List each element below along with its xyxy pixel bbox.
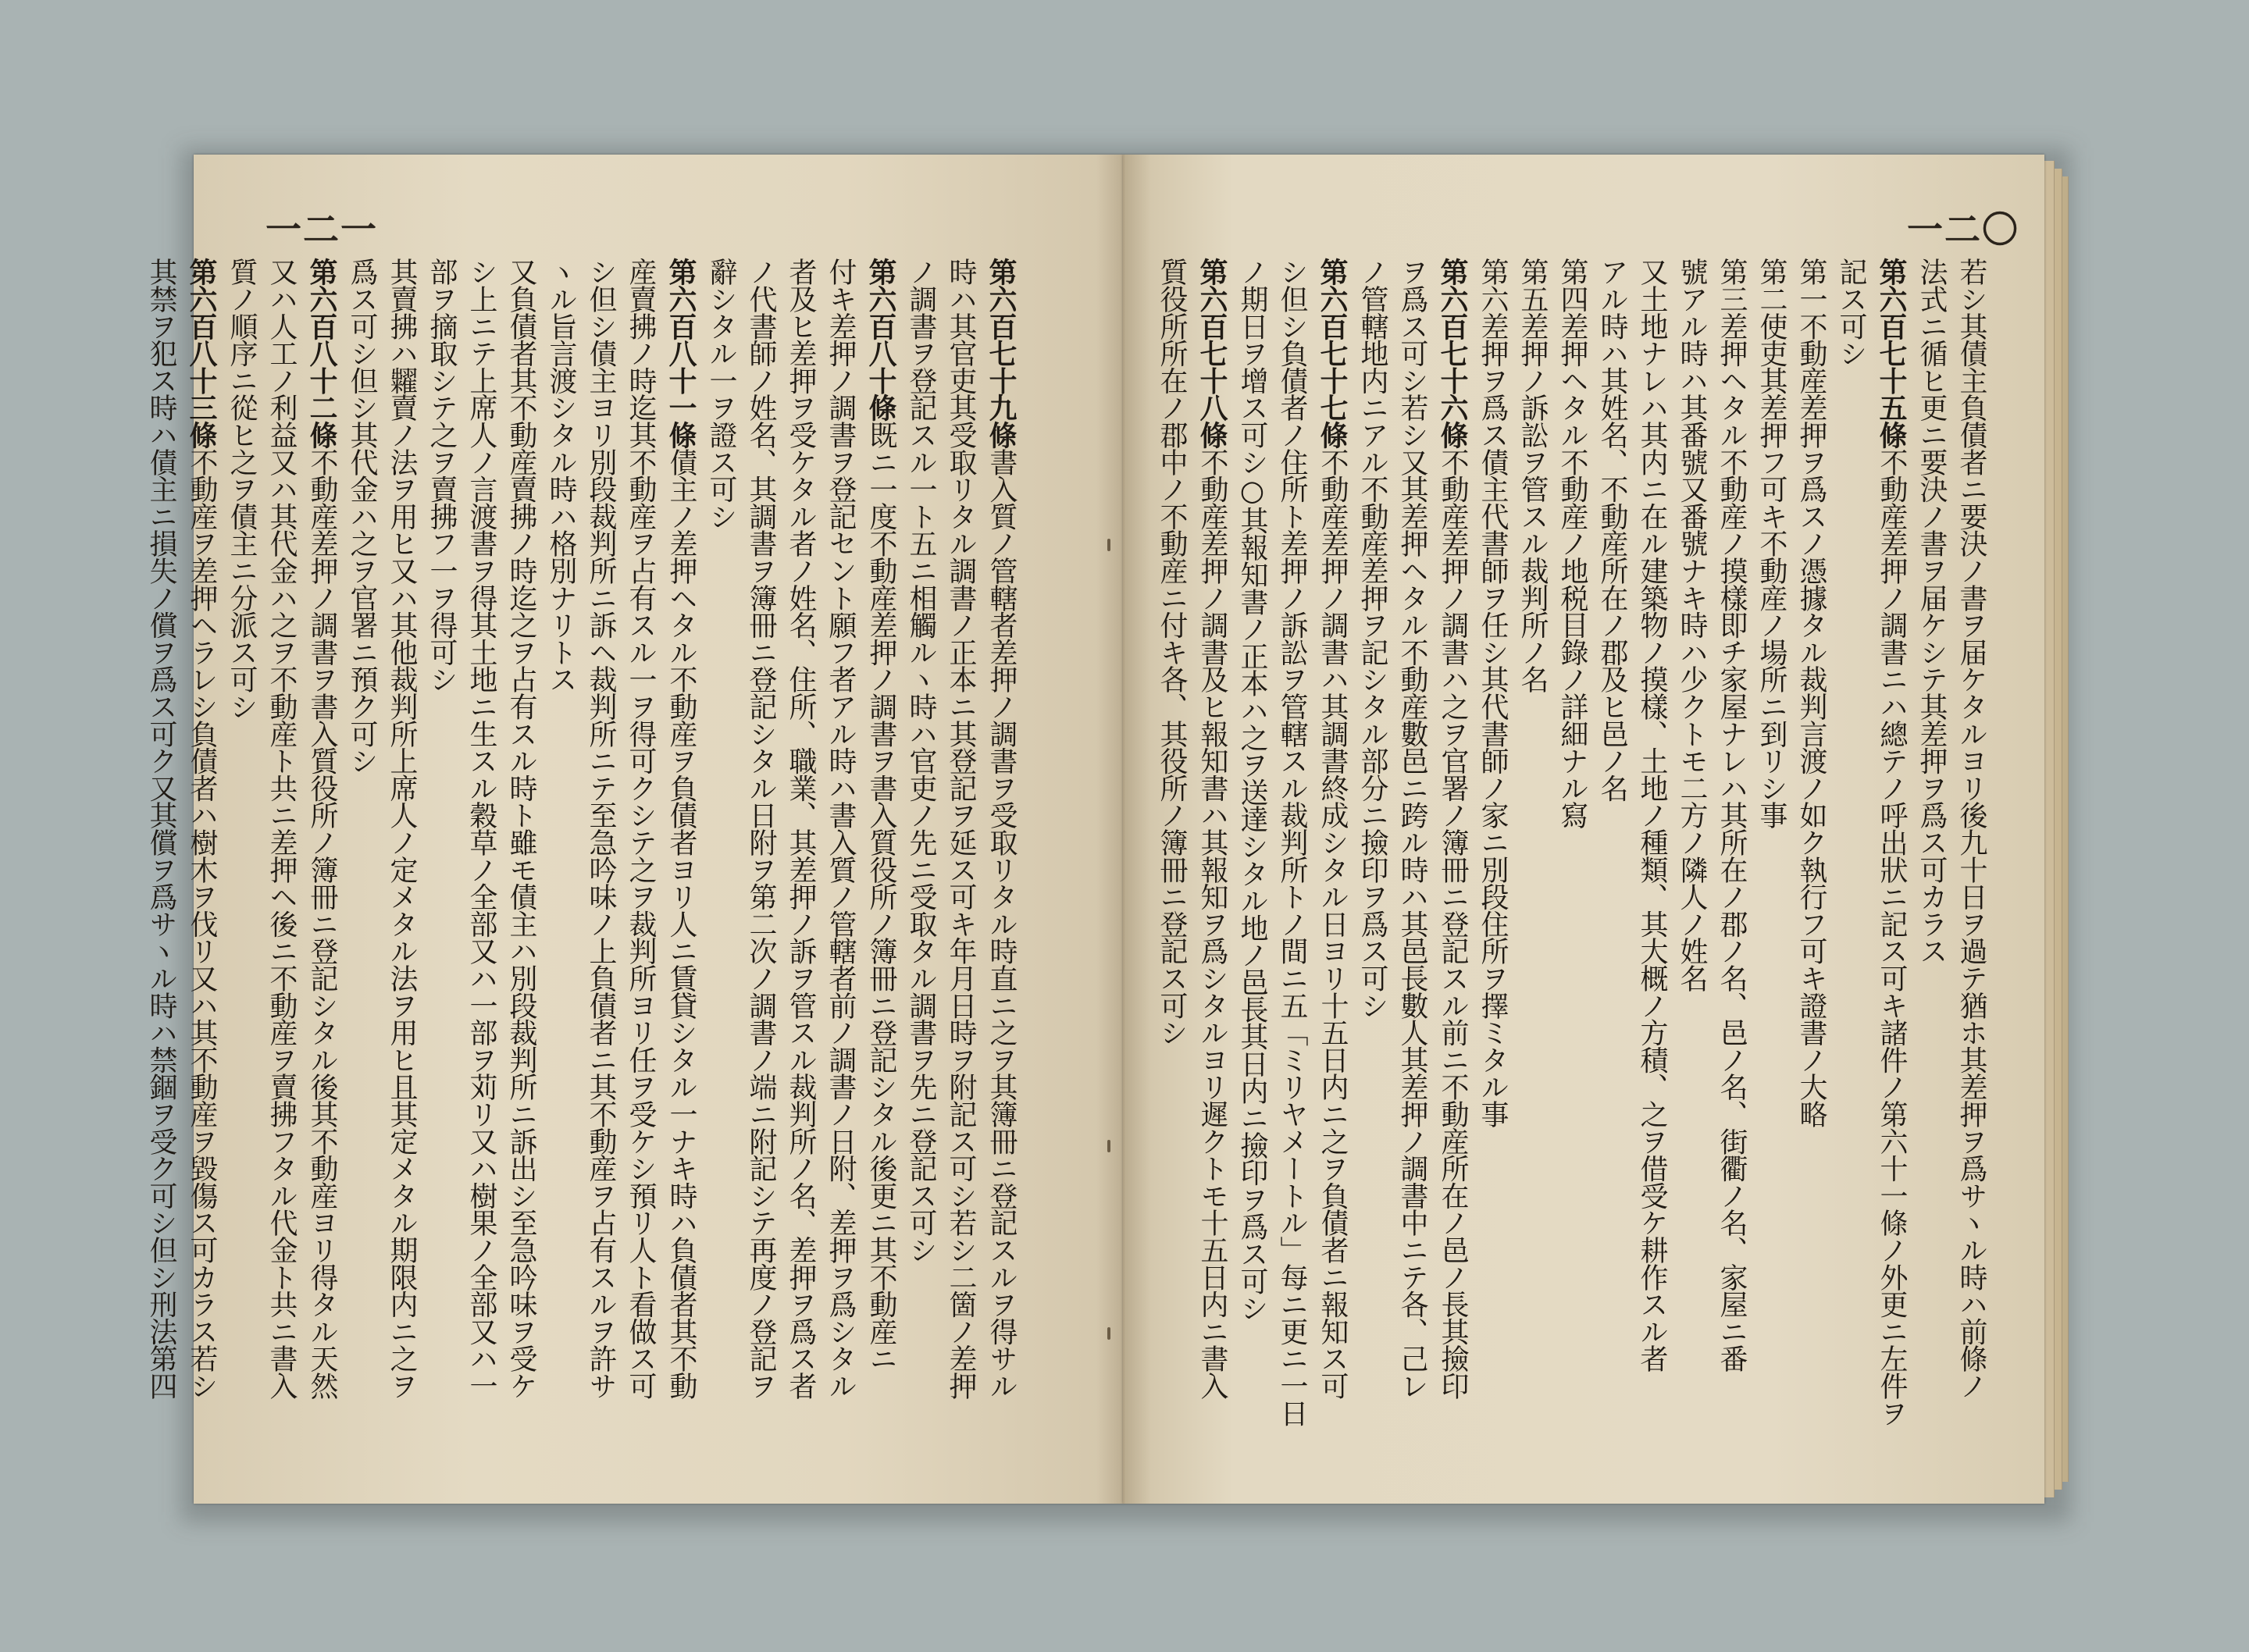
text-column: 付キ差押ノ調書ヲ登記セント願フ者アル時ハ書入質ノ管轄者前ノ調書ノ日附、差押ヲ爲シタル <box>825 258 857 1399</box>
article-heading: 第六百八十二條 <box>305 258 338 448</box>
text-column: 又土地ナレハ其内ニ在ル建築物ノ摸樣、土地ノ種類、其大概ノ方積、之ヲ借受ケ耕作スル者 <box>1636 258 1668 1372</box>
right-page-number: 一二〇 <box>1907 208 2019 251</box>
text-column: 第六百八十條既ニ一度不動産差押ノ調書ヲ書入質役所ノ簿冊ニ登記シタル後更ニ其不動産ニ <box>864 258 897 1372</box>
article-heading: 第六百八十一條 <box>665 258 697 448</box>
binding-stitch <box>1107 539 1110 551</box>
text-column: 第六百八十三條不動産ヲ差押ヘラレシ負債者ハ樹木ヲ伐リ又ハ其不動産ヲ毀傷ス可カラス若シ <box>185 258 218 1399</box>
text-column: ノ調書ヲ登記スル一ト五ニ相觸ルヽ時ハ官吏ノ先ニ受取タル調書ヲ先ニ登記ス可シ <box>905 258 937 1263</box>
left-page-number: 一二一 <box>266 208 378 251</box>
text-column: シ上ニテ上席人ノ言渡書ヲ得其土地ニ生スル穀草ノ全部又ハ一部ヲ苅リ又ハ樹果ノ全部又ハ一 <box>465 258 497 1399</box>
article-heading: 第六百七十八條 <box>1196 258 1228 448</box>
text-column: ノ代書師ノ姓名、其調書ヲ簿冊ニ登記シタル日附ヲ第二次ノ調書ノ端ニ附記シテ再度ノ登記ヲ <box>745 258 777 1399</box>
article-heading: 第六百七十六條 <box>1436 258 1469 448</box>
text-column: 第四差押ヘタル不動産ノ地税目錄ノ詳細ナル寫 <box>1556 258 1588 828</box>
text-column: 號アル時ハ其番號又番號ナキ時ハ少クトモ二方ノ隣人ノ姓名 <box>1676 258 1708 992</box>
text-column: ヲ爲ス可シ若シ又其差押ヘタル不動産數邑ニ跨ル時ハ其邑長數人其差押ノ調書中ニテ各、己レ <box>1396 258 1428 1399</box>
text-column: 第三差押ヘタル不動産ノ摸樣即チ家屋ナレハ其所在ノ郡ノ名、邑ノ名、街衢ノ名、家屋ニ番 <box>1716 258 1748 1372</box>
text-column: 第二使吏其差押フ可キ不動産ノ場所ニ到リシ事 <box>1755 258 1787 828</box>
text-column: 第六百七十七條不動産差押ノ調書ハ其調書終成シタル日ヨリ十五日内ニ之ヲ負債者ニ報知ス可 <box>1316 258 1349 1399</box>
text-column: アル時ハ其姓名、不動産所在ノ郡及ヒ邑ノ名 <box>1596 258 1628 801</box>
text-column: 記ス可シ <box>1835 258 1867 367</box>
page-edges <box>2054 169 2062 1490</box>
text-column: 若シ其債主負債者ニ要決ノ書ヲ届ケタルヨリ後九十日ヲ過テ猶ホ其差押ヲ爲サヽル時ハ前條ノ <box>1955 258 1987 1399</box>
text-column: ノ期日ヲ增ス可シ○其報知書ノ正本ハ之ヲ送達シタル地ノ邑長其日内ニ撿印ヲ爲ス可シ <box>1236 258 1268 1322</box>
text-column: 第六百七十八條不動産差押ノ調書及ヒ報知書ハ其報知ヲ爲シタルヨリ遲クトモ十五日内ニ書入 <box>1196 258 1228 1399</box>
article-heading: 第六百七十五條 <box>1875 258 1908 448</box>
text-column: 質役所所在ノ郡中ノ不動産ニ付キ各、其役所ノ簿冊ニ登記ス可シ <box>1156 258 1188 1046</box>
text-column: 時ハ其官吏其受取リタル調書ノ正本ニ其登記ヲ延ス可キ年月日時ヲ附記ス可シ若シ二箇ノ差押 <box>945 258 977 1399</box>
article-heading: 第六百七十九條 <box>985 258 1018 448</box>
text-column: ノ管轄地内ニアル不動産差押ヲ記シタル部分ニ撿印ヲ爲ス可シ <box>1356 258 1388 1019</box>
article-heading: 第六百七十七條 <box>1316 258 1349 448</box>
article-heading: 第六百八十三條 <box>185 258 218 448</box>
text-column: 其禁ヲ犯ス時ハ債主ニ損失ノ償ヲ爲ス可ク又其償ヲ爲サヽル時ハ禁錮ヲ受ク可シ但シ刑法第四 <box>145 258 177 1399</box>
text-column: 第一不動産差押ヲ爲スノ憑據タル裁判言渡ノ如ク執行フ可キ證書ノ大略 <box>1795 258 1827 1127</box>
text-column: 辭シタル一ヲ證ス可シ <box>705 258 737 529</box>
text-column: 第六差押ヲ爲ス債主代書師ヲ任シ其代書師ノ家ニ別段住所ヲ擇ミタル事 <box>1477 258 1509 1127</box>
text-column: 法式ニ循ヒ更ニ要決ノ書ヲ届ケシテ其差押ヲ爲ス可カラス <box>1916 258 1948 964</box>
text-column: 又ハ人工ノ利益又ハ其代金ハ之ヲ不動産ト共ニ差押ヘ後ニ不動産ヲ賣拂フタル代金ト共ニ書入 <box>266 258 298 1399</box>
page-edges <box>2062 176 2069 1482</box>
article-heading: 第六百八十條 <box>864 258 897 421</box>
text-column: 部ヲ摘取シテ之ヲ賣拂フ一ヲ得可シ <box>426 258 458 692</box>
binding-stitch <box>1107 1327 1110 1340</box>
text-column: 第六百七十六條不動産差押ノ調書ハ之ヲ官署ノ簿冊ニ登記スル前ニ不動産所在ノ邑ノ長其撿印 <box>1436 258 1469 1399</box>
text-column: 第六百七十九條書入質ノ管轄者差押ノ調書ヲ受取リタル時直ニ之ヲ其簿冊ニ登記スルヲ得サル <box>985 258 1018 1399</box>
text-column: 第六百八十二條不動産差押ノ調書ヲ書入質役所ノ簿冊ニ登記シタル後其不動産ヨリ得タル天然 <box>305 258 338 1399</box>
text-column: 第六百八十一條債主ノ差押ヘタル不動産ヲ負債者ヨリ人ニ賃貸シタル一ナキ時ハ負債者其不動 <box>665 258 697 1399</box>
text-column: 者及ヒ差押ヲ受ケタル者ノ姓名、住所、職業、其差押ノ訴ヲ管スル裁判所ノ名、差押ヲ爲ス者 <box>785 258 817 1399</box>
text-column: 産賣拂ノ時迄其不動産ヲ占有スル一ヲ得可クシテ之ヲ裁判所ヨリ任ヲ受ケシ預リ人ト看做ス可 <box>625 258 657 1399</box>
text-column: 其賣拂ハ糶賣ノ法ヲ用ヒ又ハ其他裁判所上席人ノ定メタル法ヲ用ヒ且其定メタル期限内ニ之ヲ <box>386 258 418 1399</box>
text-column: ヽル旨言渡シタル時ハ格別ナリトス <box>545 258 577 692</box>
text-column: 質ノ順序ニ從ヒ之ヲ債主ニ分派ス可シ <box>226 258 258 720</box>
binding-stitch <box>1107 1140 1110 1152</box>
book-gutter <box>1096 155 1151 1504</box>
right-page-text <box>1156 258 1991 1426</box>
text-column: 爲ス可シ但シ其代金ハ之ヲ官署ニ預ク可シ <box>346 258 378 774</box>
text-column: シ但シ債主ヨリ別段裁判所ニ訴ヘ裁判所ニテ至急吟味ノ上負債者ニ其不動産ヲ占有スルヲ許サ <box>585 258 617 1399</box>
text-column: 第五差押ノ訴訟ヲ管スル裁判所ノ名 <box>1517 258 1549 692</box>
text-column: 又負債者其不動産賣拂ノ時迄之ヲ占有スル時ト雖モ債主ハ別段裁判所ニ訴出シ至急吟味ヲ受ケ <box>505 258 537 1399</box>
page-edges <box>2044 161 2055 1497</box>
text-column: シ但シ負債者ノ住所ト差押ノ訴訟ヲ管轄スル裁判所トノ間ニ五「ミリヤメートル」每ニ更ニ一日 <box>1276 258 1308 1426</box>
text-column: 第六百七十五條不動産差押ノ調書ニハ總テノ呼出狀ニ記ス可キ諸件ノ第六十一條ノ外更ニ左件ヲ <box>1875 258 1908 1426</box>
left-page-text <box>145 258 1021 1444</box>
